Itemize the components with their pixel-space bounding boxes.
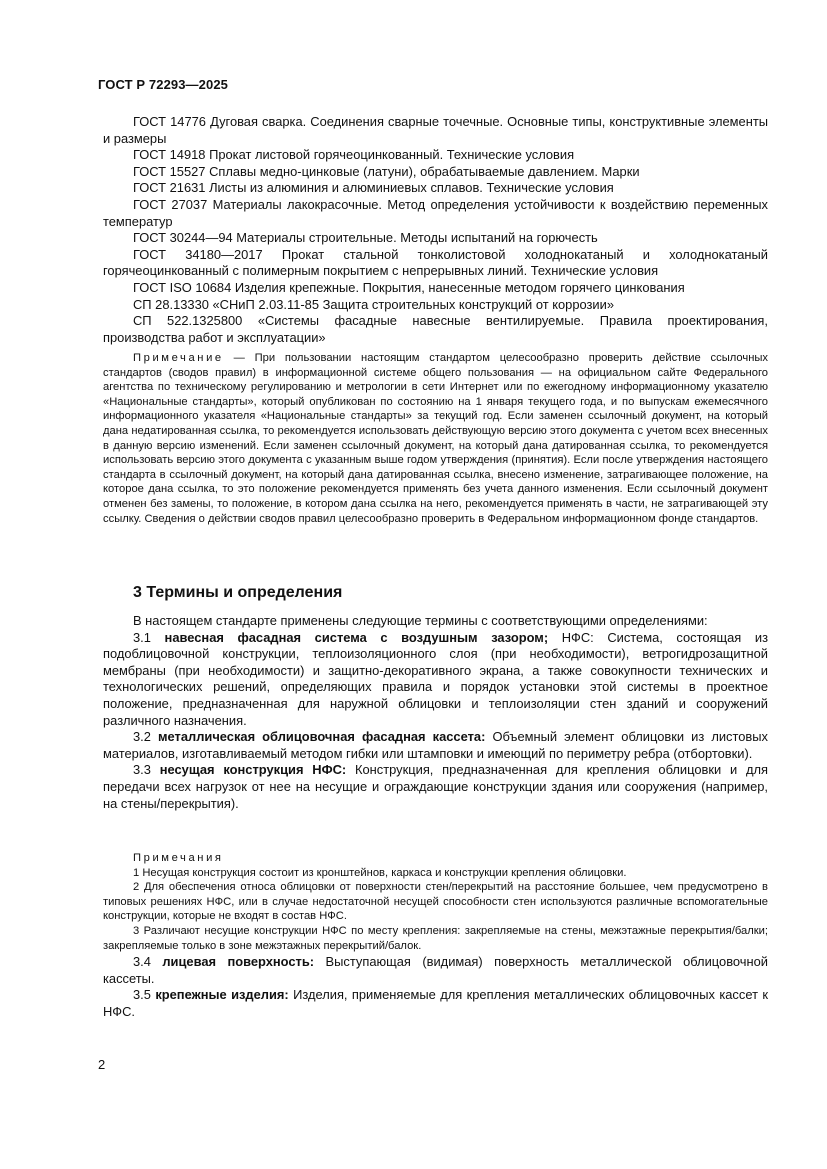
reference-item: ГОСТ 30244—94 Материалы строительные. Методы испытаний на горючесть <box>133 230 598 246</box>
term: навесная фасадная система с воздушным зазором; <box>164 629 549 645</box>
note-item: 2 Для обеспечения относа облицовки от поверхности стен/перекрытий на расстояние большее, чем предусмотрено в типовых решениях НФС, или в случае недостаточной несущей способности стен используются различные вспомогательные конструкции, которые не входят в состав НФС. <box>103 881 768 923</box>
reference-item: ГОСТ 34180—2017 Прокат стальной тонколистовой холоднокатаный и холоднокатаный горячеоцинкованный с полимерным покрытием с непрерывных линий. Технические условия <box>103 246 768 279</box>
term: крепежные изделия: <box>155 987 289 1003</box>
note-item: 1 Несущая конструкция состоит из кронштейнов, каркаса и конструкции крепления облицовки. <box>133 866 627 879</box>
note-item: 3 Различают несущие конструкции НФС по месту крепления: закрепляемые на стены, межэтажные перекрытия/балки; закрепляемые только в зоне межэтажных перекрытий/балок. <box>103 924 768 952</box>
reference-item: ГОСТ ISO 10684 Изделия крепежные. Покрытия, нанесенные методом горячего цинкования <box>133 279 685 295</box>
document-header: ГОСТ Р 72293—2025 <box>98 77 228 92</box>
note-text: — При пользовании настоящим стандартом целесообразно проверить действие ссылочных стандартов (сводов правил) в информационной системе общего пользования — на официальном сайте Федерального агентства по техническому регулированию и метрологии в сети Интернет или по ежегодному информационному указателю «Национальные стандарты», который опубликован по состоянию на 1 января текущего года, и по выпускам ежемесячного информационного указателя «Национальные стандарты» за текущий год. Если заменен ссылочный документ, на который дана недатированная ссылка, то рекомендуется использовать действующую версию этого документа с учетом всех внесенных в данную версию изменений. Если заменен ссылочный документ, на который дана датированная ссылка, то рекомендуется использовать версию этого документа с указанным выше годом утверждения (принятия). Если после утверждения настоящего стандарта в ссылочный документ, на который дана датированная ссылка, внесено изменение, затрагивающее положение, на которое дана ссылка, то это положение рекомендуется применять без учета данного изменения. Если ссылочный документ отменен без замены, то положение, в котором дана ссылка на него, рекомендуется применять в части, не затрагивающей эту ссылку. Сведения о действии сводов правил целесообразно проверить в Федеральном информационном фонде стандартов. <box>103 352 769 525</box>
references-list <box>103 114 768 346</box>
note-label: Примечание <box>133 352 224 364</box>
reference-item: СП 28.13330 «СНиП 2.03.11-85 Защита строительных конструкций от коррозии» <box>133 296 614 312</box>
definition-item: 3.5 крепежные изделия: Изделия, применяемые для крепления металлических облицовочных кассет к НФС. <box>103 987 768 1019</box>
definition-item: 3.1 навесная фасадная система с воздушным зазором; НФС: Система, состоящая из подоблицовочной конструкции, теплоизоляционного слоя (при необходимости), ветрогидрозащитной мембраны (при необходимости) и защитно-декоративного экрана, а также совокупности технических и технологических решений, определяющих правила и порядок установки этой системы в проектное положение, предназначенная для наружной облицовки и теплоизоляции стен зданий и сооружений различного назначения. <box>103 629 768 728</box>
references-note <box>103 351 768 526</box>
definitions-continued <box>103 954 768 1020</box>
reference-item: ГОСТ 14776 Дуговая сварка. Соединения сварные точечные. Основные типы, конструктивные элементы и размеры <box>103 114 768 146</box>
definition-item: 3.3 несущая конструкция НФС: Конструкция, предназначенная для крепления облицовки и для передачи всех нагрузок от нее на несущие и ограждающие конструкции здания или сооружения (например, на стены/перекрытия). <box>103 762 768 811</box>
definition-item: 3.4 лицевая поверхность: Выступающая (видимая) поверхность металлической облицовочной кассеты. <box>103 954 768 986</box>
notes-label: Примечания <box>133 852 224 864</box>
term: лицевая поверхность: <box>162 954 315 969</box>
reference-item: СП 522.1325800 «Системы фасадные навесные вентилируемые. Правила проектирования, производства работ и эксплуатации» <box>103 313 768 345</box>
reference-item: ГОСТ 15527 Сплавы медно-цинковые (латуни), обрабатываемые давлением. Марки <box>133 163 640 179</box>
section-title: 3 Термины и определения <box>133 584 343 601</box>
reference-item: ГОСТ 14918 Прокат листовой горячеоцинкованный. Технические условия <box>133 147 575 163</box>
section-intro: В настоящем стандарте применены следующие термины с соответствующими определениями: <box>133 613 708 628</box>
definitions <box>103 613 768 812</box>
term: несущая конструкция НФС: <box>159 762 347 778</box>
reference-item: ГОСТ 27037 Материалы лакокрасочные. Метод определения устойчивости к воздействию переменных температур <box>103 196 769 229</box>
reference-item: ГОСТ 21631 Листы из алюминия и алюминиевых сплавов. Технические условия <box>133 180 614 196</box>
section-3 <box>103 584 768 616</box>
definition-item: 3.2 металлическая облицовочная фасадная кассета: Объемный элемент облицовки из листовых материалов, изготавливаемый методом гибки или штамповки и имеющий по периметру ребра (отбортовки). <box>103 729 768 761</box>
page-number: 2 <box>98 1057 106 1072</box>
term: металлическая облицовочная фасадная кассета: <box>158 729 486 745</box>
definition-notes <box>103 851 768 953</box>
